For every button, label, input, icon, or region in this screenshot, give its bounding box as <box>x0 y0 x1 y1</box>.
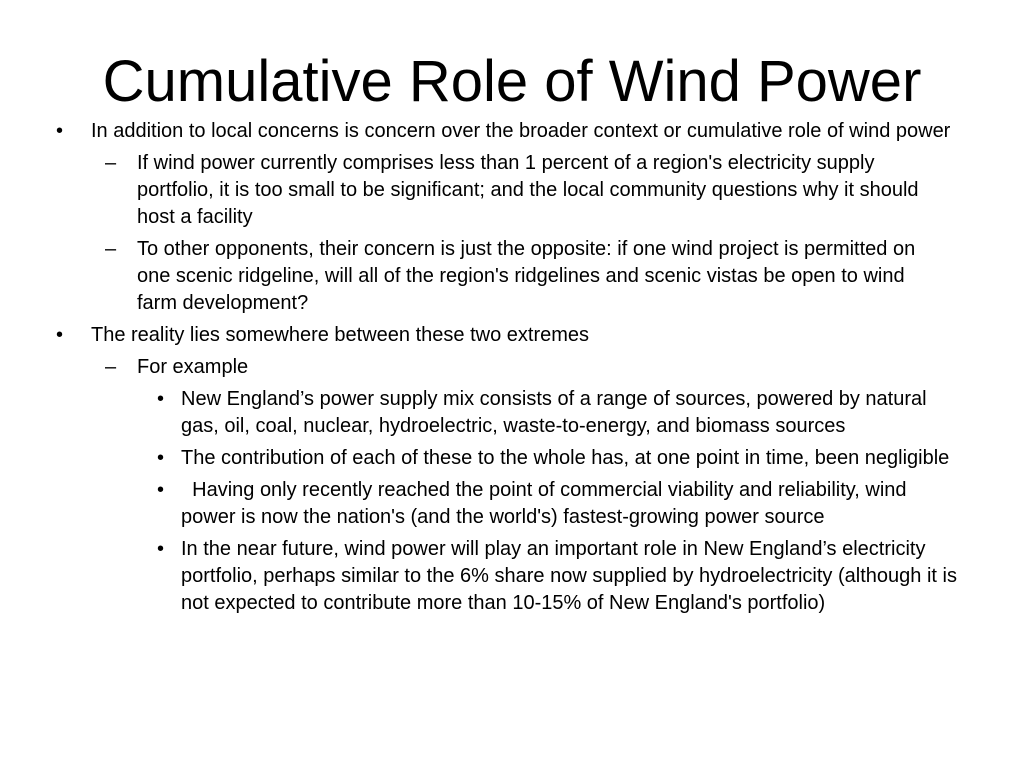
sub-sub-bullet-item <box>0 477 966 531</box>
sub-sub-bullet-item <box>0 386 966 440</box>
sub-sub-bullet-text: The contribution of each of these to the whole has, at one point in time, been negligible <box>181 447 950 469</box>
dash-marker: – <box>105 152 117 174</box>
bullet-marker: • <box>157 447 165 469</box>
sub-bullet-text: For example <box>137 356 249 378</box>
slide-body <box>0 118 1024 617</box>
slide-title: Cumulative Role of Wind Power <box>102 49 922 114</box>
dash-marker: – <box>105 356 117 378</box>
bullet-marker: • <box>157 538 165 560</box>
bullet-marker: • <box>157 479 165 501</box>
sub-bullet-item <box>0 150 922 231</box>
bullet-marker: • <box>56 324 64 346</box>
dash-marker: – <box>105 238 117 260</box>
sub-sub-bullet-text: Having only recently reached the point of commercial viability and reliability, wind power is now the nation's (and the world's) fastest-growing power source <box>181 479 913 528</box>
bullet-item <box>0 118 967 145</box>
bullet-marker: • <box>157 388 165 410</box>
sub-bullet-item <box>0 354 922 381</box>
sub-sub-bullet-text: New England’s power supply mix consists of a range of sources, powered by natural gas, oil, coal, nuclear, hydroelectric, waste-to-energy, and biomass sources <box>181 388 927 437</box>
sub-sub-bullet-text: In the near future, wind power will play an important role in New England’s electricity portfolio, perhaps similar to the 6% share now supplied by hydroelectricity (although it is not expected to contribute more than 10-15% of New England's portfolio) <box>181 538 957 614</box>
bullet-item <box>0 322 967 349</box>
sub-bullet-item <box>0 236 922 317</box>
sub-sub-bullet-item <box>0 536 966 617</box>
bullet-marker: • <box>56 120 64 142</box>
sub-bullet-text: If wind power currently comprises less than 1 percent of a region's electricity supply portfolio, it is too small to be significant; and the local community questions why it should host a facility <box>137 152 919 228</box>
sub-bullet-text: To other opponents, their concern is just the opposite: if one wind project is permitted on one scenic ridgeline, will all of the region's ridgelines and scenic vistas be open to wind farm development? <box>137 238 916 314</box>
sub-sub-bullet-item <box>0 445 966 472</box>
bullet-text: In addition to local concerns is concern over the broader context or cumulative role of wind power <box>91 120 951 142</box>
bullet-text: The reality lies somewhere between these two extremes <box>91 324 590 346</box>
